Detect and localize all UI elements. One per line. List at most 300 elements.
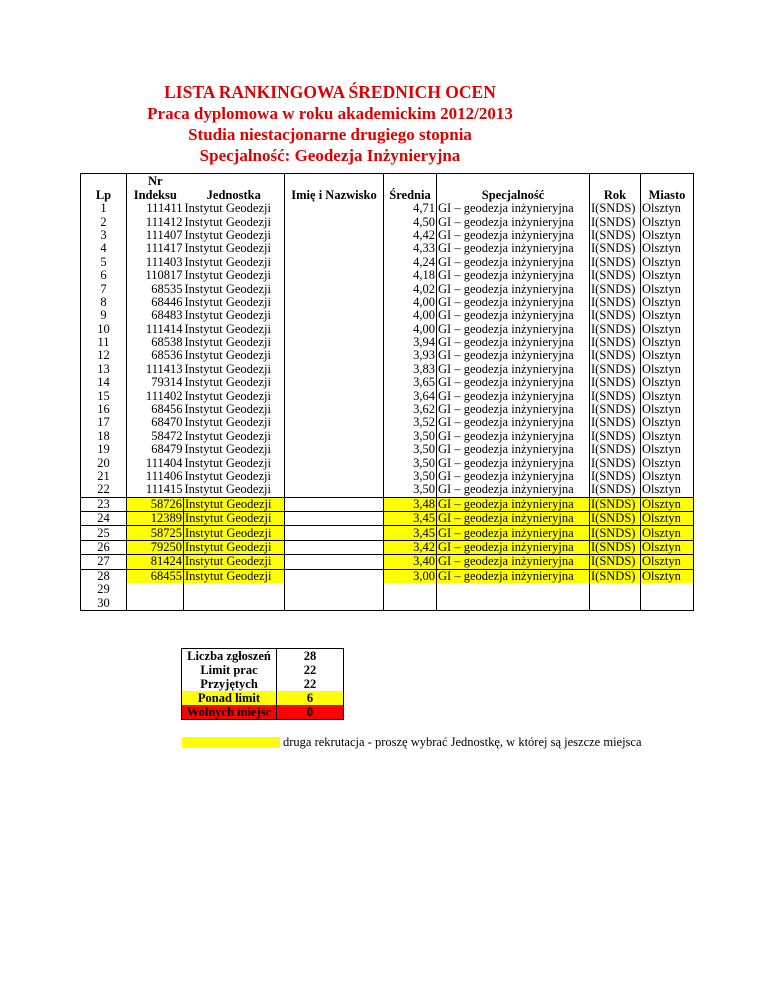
row-lp: 21 bbox=[81, 470, 127, 483]
table-row bbox=[81, 389, 694, 402]
table-row bbox=[81, 269, 694, 282]
row-year: I(SNDS) bbox=[590, 296, 641, 309]
row-unit: Instytut Geodezji bbox=[184, 376, 285, 389]
header-year: Rok bbox=[590, 174, 641, 203]
row-name bbox=[285, 256, 384, 269]
row-average: 3,50 bbox=[384, 430, 437, 443]
row-name bbox=[285, 540, 384, 554]
row-specialization: GI – geodezja inżynieryjna bbox=[437, 336, 590, 349]
table-row bbox=[81, 540, 694, 554]
summary-label: Przyjętych bbox=[182, 677, 277, 691]
row-city: Olsztyn bbox=[641, 215, 694, 228]
row-unit: Instytut Geodezji bbox=[184, 540, 285, 554]
row-city: Olsztyn bbox=[641, 511, 694, 525]
row-average: 4,71 bbox=[384, 202, 437, 215]
row-average: 3,94 bbox=[384, 336, 437, 349]
row-name bbox=[285, 526, 384, 540]
row-year: I(SNDS) bbox=[590, 511, 641, 525]
row-lp: 4 bbox=[81, 242, 127, 255]
row-unit: Instytut Geodezji bbox=[184, 323, 285, 336]
row-city: Olsztyn bbox=[641, 430, 694, 443]
table-row bbox=[81, 483, 694, 497]
row-specialization: GI – geodezja inżynieryjna bbox=[437, 526, 590, 540]
table-row bbox=[81, 376, 694, 389]
header-index-label: Indeksu bbox=[133, 188, 177, 202]
row-average: 3,42 bbox=[384, 540, 437, 554]
table-row bbox=[81, 569, 694, 583]
row-lp: 13 bbox=[81, 363, 127, 376]
row-specialization: GI – geodezja inżynieryjna bbox=[437, 456, 590, 469]
row-year bbox=[590, 596, 641, 610]
row-specialization: GI – geodezja inżynieryjna bbox=[437, 416, 590, 429]
row-unit: Instytut Geodezji bbox=[184, 526, 285, 540]
row-year: I(SNDS) bbox=[590, 416, 641, 429]
row-unit: Instytut Geodezji bbox=[184, 363, 285, 376]
row-specialization: GI – geodezja inżynieryjna bbox=[437, 483, 590, 497]
row-specialization: GI – geodezja inżynieryjna bbox=[437, 282, 590, 295]
table-row bbox=[81, 323, 694, 336]
row-specialization: GI – geodezja inżynieryjna bbox=[437, 389, 590, 402]
row-lp: 9 bbox=[81, 309, 127, 322]
table-row bbox=[81, 229, 694, 242]
row-lp: 16 bbox=[81, 403, 127, 416]
row-average: 3,45 bbox=[384, 526, 437, 540]
row-specialization: GI – geodezja inżynieryjna bbox=[437, 403, 590, 416]
row-lp: 24 bbox=[81, 511, 127, 525]
table-row bbox=[81, 497, 694, 511]
row-average: 3,50 bbox=[384, 483, 437, 497]
header-unit: Jednostka bbox=[184, 174, 285, 203]
row-city: Olsztyn bbox=[641, 416, 694, 429]
row-city: Olsztyn bbox=[641, 296, 694, 309]
row-specialization: GI – geodezja inżynieryjna bbox=[437, 229, 590, 242]
table-row bbox=[81, 309, 694, 322]
row-name bbox=[285, 349, 384, 362]
row-lp: 6 bbox=[81, 269, 127, 282]
row-lp: 18 bbox=[81, 430, 127, 443]
row-city: Olsztyn bbox=[641, 256, 694, 269]
row-unit: Instytut Geodezji bbox=[184, 309, 285, 322]
header-name: Imię i Nazwisko bbox=[285, 174, 384, 203]
row-unit: Instytut Geodezji bbox=[184, 443, 285, 456]
row-average: 3,65 bbox=[384, 376, 437, 389]
row-index bbox=[127, 583, 184, 596]
row-specialization: GI – geodezja inżynieryjna bbox=[437, 511, 590, 525]
row-city: Olsztyn bbox=[641, 389, 694, 402]
row-average: 4,00 bbox=[384, 296, 437, 309]
row-index: 111417 bbox=[127, 242, 184, 255]
row-lp: 1 bbox=[81, 202, 127, 215]
row-city: Olsztyn bbox=[641, 555, 694, 569]
summary-label: Ponad limit bbox=[182, 691, 277, 705]
row-index bbox=[127, 596, 184, 610]
row-city: Olsztyn bbox=[641, 363, 694, 376]
header-city: Miasto bbox=[641, 174, 694, 203]
row-year: I(SNDS) bbox=[590, 256, 641, 269]
row-index: 58472 bbox=[127, 430, 184, 443]
row-unit: Instytut Geodezji bbox=[184, 256, 285, 269]
row-index: 111411 bbox=[127, 202, 184, 215]
row-name bbox=[285, 497, 384, 511]
row-average: 3,62 bbox=[384, 403, 437, 416]
row-index: 79314 bbox=[127, 376, 184, 389]
table-row bbox=[81, 282, 694, 295]
row-year: I(SNDS) bbox=[590, 323, 641, 336]
table-row bbox=[81, 596, 694, 610]
row-unit: Instytut Geodezji bbox=[184, 497, 285, 511]
row-index: 68470 bbox=[127, 416, 184, 429]
row-unit: Instytut Geodezji bbox=[184, 242, 285, 255]
row-index: 81424 bbox=[127, 555, 184, 569]
row-index: 68446 bbox=[127, 296, 184, 309]
row-specialization: GI – geodezja inżynieryjna bbox=[437, 202, 590, 215]
row-lp: 20 bbox=[81, 456, 127, 469]
row-lp: 17 bbox=[81, 416, 127, 429]
table-row bbox=[81, 363, 694, 376]
row-lp: 22 bbox=[81, 483, 127, 497]
row-unit: Instytut Geodezji bbox=[184, 430, 285, 443]
row-specialization: GI – geodezja inżynieryjna bbox=[437, 215, 590, 228]
row-lp: 7 bbox=[81, 282, 127, 295]
row-unit: Instytut Geodezji bbox=[184, 202, 285, 215]
row-specialization: GI – geodezja inżynieryjna bbox=[437, 470, 590, 483]
row-unit: Instytut Geodezji bbox=[184, 403, 285, 416]
row-year: I(SNDS) bbox=[590, 349, 641, 362]
row-name bbox=[285, 282, 384, 295]
row-lp: 29 bbox=[81, 583, 127, 596]
row-name bbox=[285, 569, 384, 583]
row-average: 4,42 bbox=[384, 229, 437, 242]
row-lp: 3 bbox=[81, 229, 127, 242]
row-unit: Instytut Geodezji bbox=[184, 229, 285, 242]
row-unit: Instytut Geodezji bbox=[184, 470, 285, 483]
row-specialization: GI – geodezja inżynieryjna bbox=[437, 256, 590, 269]
table-row bbox=[81, 296, 694, 309]
row-specialization: GI – geodezja inżynieryjna bbox=[437, 269, 590, 282]
table-row bbox=[81, 443, 694, 456]
row-city: Olsztyn bbox=[641, 336, 694, 349]
header-lp: Lp bbox=[81, 174, 127, 203]
row-lp: 28 bbox=[81, 569, 127, 583]
summary-value: 22 bbox=[303, 677, 317, 691]
row-year: I(SNDS) bbox=[590, 526, 641, 540]
row-unit: Instytut Geodezji bbox=[184, 349, 285, 362]
summary-value: 6 bbox=[277, 691, 344, 705]
row-year: I(SNDS) bbox=[590, 336, 641, 349]
table-row bbox=[81, 511, 694, 525]
row-unit: Instytut Geodezji bbox=[184, 282, 285, 295]
row-name bbox=[285, 403, 384, 416]
row-average: 4,00 bbox=[384, 309, 437, 322]
row-specialization: GI – geodezja inżynieryjna bbox=[437, 296, 590, 309]
row-specialization: GI – geodezja inżynieryjna bbox=[437, 363, 590, 376]
row-index: 111406 bbox=[127, 470, 184, 483]
row-unit: Instytut Geodezji bbox=[184, 555, 285, 569]
row-average: 4,24 bbox=[384, 256, 437, 269]
row-average bbox=[384, 583, 437, 596]
row-unit: Instytut Geodezji bbox=[184, 336, 285, 349]
row-name bbox=[285, 323, 384, 336]
row-lp: 27 bbox=[81, 555, 127, 569]
row-city: Olsztyn bbox=[641, 483, 694, 497]
summary-row-applications bbox=[182, 649, 344, 664]
row-index: 68479 bbox=[127, 443, 184, 456]
row-lp: 26 bbox=[81, 540, 127, 554]
summary-label: Limit prac bbox=[182, 663, 277, 677]
row-name bbox=[285, 583, 384, 596]
row-index: 111407 bbox=[127, 229, 184, 242]
summary-value: 28 bbox=[303, 649, 317, 663]
ranking-table bbox=[80, 173, 694, 611]
row-city: Olsztyn bbox=[641, 229, 694, 242]
table-row bbox=[81, 336, 694, 349]
row-index: 68538 bbox=[127, 336, 184, 349]
row-city: Olsztyn bbox=[641, 403, 694, 416]
row-index: 58725 bbox=[127, 526, 184, 540]
row-year: I(SNDS) bbox=[590, 309, 641, 322]
row-average: 4,02 bbox=[384, 282, 437, 295]
row-name bbox=[285, 202, 384, 215]
row-name bbox=[285, 309, 384, 322]
row-index: 110817 bbox=[127, 269, 184, 282]
row-city bbox=[641, 583, 694, 596]
row-specialization: GI – geodezja inżynieryjna bbox=[437, 555, 590, 569]
row-index: 68455 bbox=[127, 569, 184, 583]
row-average: 3,50 bbox=[384, 456, 437, 469]
legend-text: druga rekrutacja - proszę wybrać Jednostkę, w której są jeszcze miejsca bbox=[283, 735, 642, 749]
row-lp: 11 bbox=[81, 336, 127, 349]
title-line-4: Specjalność: Geodezja Inżynieryjna bbox=[199, 146, 461, 165]
row-unit: Instytut Geodezji bbox=[184, 416, 285, 429]
row-index: 68535 bbox=[127, 282, 184, 295]
header-specialization: Specjalność bbox=[437, 174, 590, 203]
header-index-top: Nr bbox=[147, 174, 163, 188]
row-city: Olsztyn bbox=[641, 443, 694, 456]
summary-row-limit bbox=[182, 663, 344, 677]
row-name bbox=[285, 416, 384, 429]
row-year bbox=[590, 583, 641, 596]
summary-row-free-places bbox=[182, 705, 344, 720]
table-row bbox=[81, 555, 694, 569]
title-line-2: Praca dyplomowa w roku akademickim 2012/2013 bbox=[147, 104, 513, 123]
row-year: I(SNDS) bbox=[590, 229, 641, 242]
row-name bbox=[285, 430, 384, 443]
row-name bbox=[285, 443, 384, 456]
row-index: 111403 bbox=[127, 256, 184, 269]
summary-row-accepted bbox=[182, 677, 344, 691]
row-city: Olsztyn bbox=[641, 376, 694, 389]
row-lp: 8 bbox=[81, 296, 127, 309]
row-specialization: GI – geodezja inżynieryjna bbox=[437, 242, 590, 255]
row-city bbox=[641, 596, 694, 610]
row-average: 3,64 bbox=[384, 389, 437, 402]
row-year: I(SNDS) bbox=[590, 202, 641, 215]
row-average: 4,00 bbox=[384, 323, 437, 336]
row-year: I(SNDS) bbox=[590, 215, 641, 228]
row-unit: Instytut Geodezji bbox=[184, 389, 285, 402]
row-unit: Instytut Geodezji bbox=[184, 215, 285, 228]
row-average: 4,50 bbox=[384, 215, 437, 228]
row-index: 68456 bbox=[127, 403, 184, 416]
row-year: I(SNDS) bbox=[590, 403, 641, 416]
row-specialization: GI – geodezja inżynieryjna bbox=[437, 430, 590, 443]
row-index: 68483 bbox=[127, 309, 184, 322]
row-unit: Instytut Geodezji bbox=[184, 483, 285, 497]
row-city: Olsztyn bbox=[641, 202, 694, 215]
row-index: 111402 bbox=[127, 389, 184, 402]
row-specialization: GI – geodezja inżynieryjna bbox=[437, 540, 590, 554]
row-name bbox=[285, 596, 384, 610]
summary-row-over-limit bbox=[182, 691, 344, 705]
row-index: 111415 bbox=[127, 483, 184, 497]
row-lp: 30 bbox=[81, 596, 127, 610]
row-city: Olsztyn bbox=[641, 497, 694, 511]
row-specialization bbox=[437, 583, 590, 596]
title-line-3: Studia niestacjonarne drugiego stopnia bbox=[188, 125, 472, 144]
row-lp: 15 bbox=[81, 389, 127, 402]
row-year: I(SNDS) bbox=[590, 282, 641, 295]
row-average: 3,48 bbox=[384, 497, 437, 511]
row-name bbox=[285, 555, 384, 569]
row-city: Olsztyn bbox=[641, 540, 694, 554]
row-year: I(SNDS) bbox=[590, 456, 641, 469]
row-city: Olsztyn bbox=[641, 456, 694, 469]
row-city: Olsztyn bbox=[641, 349, 694, 362]
row-lp: 25 bbox=[81, 526, 127, 540]
row-name bbox=[285, 389, 384, 402]
row-specialization: GI – geodezja inżynieryjna bbox=[437, 443, 590, 456]
table-row bbox=[81, 430, 694, 443]
row-unit: Instytut Geodezji bbox=[184, 269, 285, 282]
table-header-row bbox=[81, 174, 694, 203]
row-year: I(SNDS) bbox=[590, 363, 641, 376]
row-year: I(SNDS) bbox=[590, 470, 641, 483]
row-specialization: GI – geodezja inżynieryjna bbox=[437, 323, 590, 336]
summary-label: Wolnych miejsc bbox=[182, 705, 277, 720]
row-specialization: GI – geodezja inżynieryjna bbox=[437, 569, 590, 583]
row-specialization: GI – geodezja inżynieryjna bbox=[437, 376, 590, 389]
row-index: 12389 bbox=[127, 511, 184, 525]
row-specialization: GI – geodezja inżynieryjna bbox=[437, 497, 590, 511]
row-average: 3,93 bbox=[384, 349, 437, 362]
row-name bbox=[285, 336, 384, 349]
row-lp: 23 bbox=[81, 497, 127, 511]
row-index: 111414 bbox=[127, 323, 184, 336]
row-name bbox=[285, 269, 384, 282]
row-year: I(SNDS) bbox=[590, 242, 641, 255]
row-year: I(SNDS) bbox=[590, 376, 641, 389]
row-year: I(SNDS) bbox=[590, 555, 641, 569]
header-average: Średnia bbox=[384, 174, 437, 203]
table-row bbox=[81, 215, 694, 228]
row-city: Olsztyn bbox=[641, 269, 694, 282]
row-average: 3,50 bbox=[384, 470, 437, 483]
row-average: 4,33 bbox=[384, 242, 437, 255]
table-row bbox=[81, 456, 694, 469]
summary-label: Liczba zgłoszeń bbox=[182, 649, 277, 664]
row-unit: Instytut Geodezji bbox=[184, 456, 285, 469]
row-average bbox=[384, 596, 437, 610]
row-year: I(SNDS) bbox=[590, 483, 641, 497]
title-line-1: LISTA RANKINGOWA ŚREDNICH OCEN bbox=[164, 82, 496, 102]
row-unit bbox=[184, 583, 285, 596]
legend-swatch bbox=[182, 737, 280, 748]
row-name bbox=[285, 296, 384, 309]
summary-table bbox=[181, 648, 344, 720]
table-row bbox=[81, 416, 694, 429]
row-average: 3,50 bbox=[384, 443, 437, 456]
row-index: 111404 bbox=[127, 456, 184, 469]
row-average: 3,40 bbox=[384, 555, 437, 569]
row-index: 58726 bbox=[127, 497, 184, 511]
row-name bbox=[285, 483, 384, 497]
summary-value: 0 bbox=[277, 705, 344, 720]
row-specialization: GI – geodezja inżynieryjna bbox=[437, 309, 590, 322]
row-city: Olsztyn bbox=[641, 569, 694, 583]
row-year: I(SNDS) bbox=[590, 389, 641, 402]
row-lp: 10 bbox=[81, 323, 127, 336]
row-specialization: GI – geodezja inżynieryjna bbox=[437, 349, 590, 362]
row-index: 111413 bbox=[127, 363, 184, 376]
table-row bbox=[81, 202, 694, 215]
row-average: 4,18 bbox=[384, 269, 437, 282]
row-lp: 12 bbox=[81, 349, 127, 362]
table-row bbox=[81, 242, 694, 255]
row-name bbox=[285, 456, 384, 469]
row-year: I(SNDS) bbox=[590, 430, 641, 443]
row-specialization bbox=[437, 596, 590, 610]
row-average: 3,83 bbox=[384, 363, 437, 376]
row-unit: Instytut Geodezji bbox=[184, 296, 285, 309]
row-city: Olsztyn bbox=[641, 309, 694, 322]
row-name bbox=[285, 229, 384, 242]
document-title bbox=[0, 82, 660, 166]
row-average: 3,52 bbox=[384, 416, 437, 429]
row-unit bbox=[184, 596, 285, 610]
row-lp: 19 bbox=[81, 443, 127, 456]
row-lp: 2 bbox=[81, 215, 127, 228]
row-year: I(SNDS) bbox=[590, 540, 641, 554]
row-city: Olsztyn bbox=[641, 526, 694, 540]
row-name bbox=[285, 363, 384, 376]
table-row bbox=[81, 403, 694, 416]
row-year: I(SNDS) bbox=[590, 443, 641, 456]
row-index: 68536 bbox=[127, 349, 184, 362]
row-unit: Instytut Geodezji bbox=[184, 511, 285, 525]
table-row bbox=[81, 526, 694, 540]
row-lp: 14 bbox=[81, 376, 127, 389]
row-index: 79250 bbox=[127, 540, 184, 554]
row-lp: 5 bbox=[81, 256, 127, 269]
row-name bbox=[285, 470, 384, 483]
row-city: Olsztyn bbox=[641, 242, 694, 255]
row-name bbox=[285, 242, 384, 255]
table-row bbox=[81, 583, 694, 596]
row-city: Olsztyn bbox=[641, 323, 694, 336]
row-year: I(SNDS) bbox=[590, 497, 641, 511]
row-year: I(SNDS) bbox=[590, 269, 641, 282]
table-row bbox=[81, 349, 694, 362]
row-city: Olsztyn bbox=[641, 470, 694, 483]
row-index: 111412 bbox=[127, 215, 184, 228]
header-index bbox=[127, 174, 184, 203]
row-average: 3,45 bbox=[384, 511, 437, 525]
row-city: Olsztyn bbox=[641, 282, 694, 295]
row-name bbox=[285, 511, 384, 525]
row-unit: Instytut Geodezji bbox=[184, 569, 285, 583]
row-name bbox=[285, 376, 384, 389]
row-average: 3,00 bbox=[384, 569, 437, 583]
